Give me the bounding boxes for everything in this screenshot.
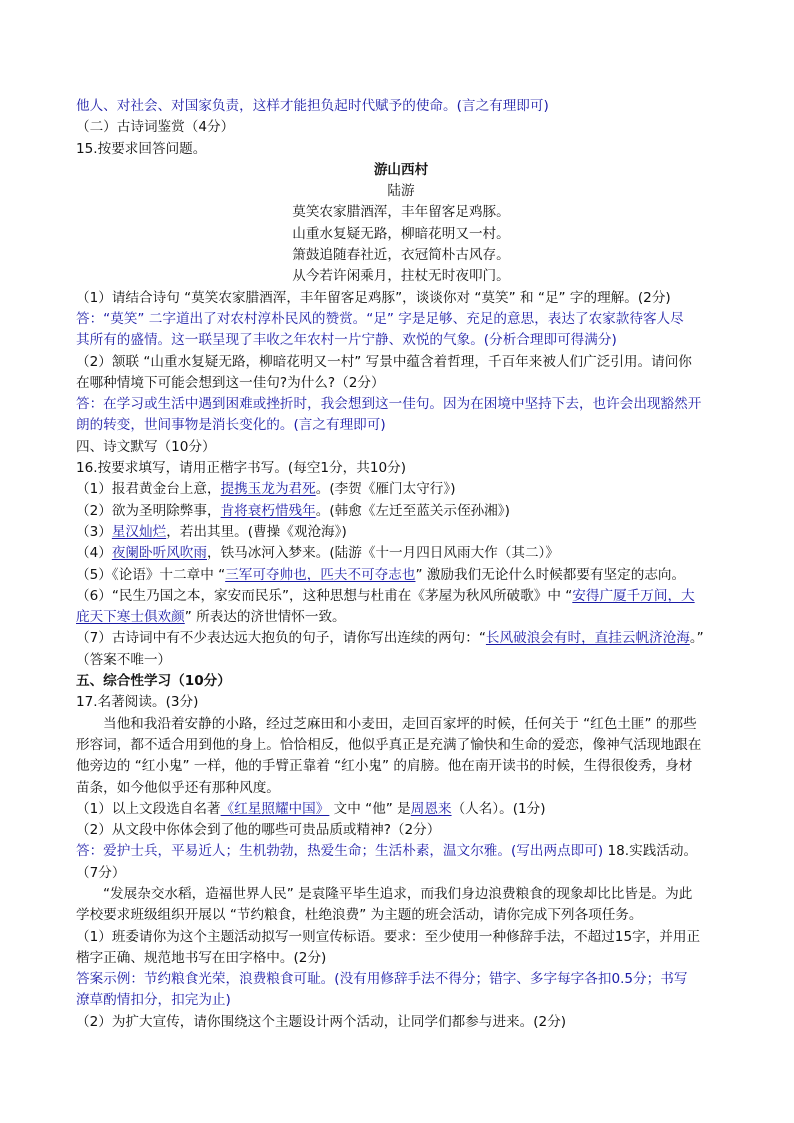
question-17: 17.名著阅读。(3分) [76, 694, 199, 711]
answer-15-1: 答：“莫笑” 二字道出了对农村淳朴民风的赞赏。“足” 字是足够、充足的意思，表达了农家款待客人尽 [76, 310, 684, 327]
item-text: ，铁马冰河入梦来。(陆游《十一月四日风雨大作（其二）》 [207, 545, 559, 562]
answer-17-2 [76, 841, 726, 862]
fill-answer: 星汉灿烂 [111, 523, 167, 540]
fill-answer: 《红星照耀中国》 [220, 800, 330, 817]
answer-15-1-cont: 其所有的盛情。这一联呈现了丰收之年农村一片宁静、欢悦的气象。(分析合理即可得满分) [76, 332, 617, 349]
answer-line: 他人、对社会、对国家负责，这样才能担负起时代赋予的使命。(言之有理即可) [76, 98, 549, 114]
question-16: 16.按要求填写，请用正楷字书写。(每空1分，共10分) [76, 460, 407, 477]
answer-note: （答案不唯一） [76, 651, 172, 668]
fill-answer: 夜阑卧听风吹雨 [111, 545, 207, 562]
question-15-2-cont: 在哪种情境下可能会想到这一佳句?为什么?（2分） [76, 374, 385, 391]
question-18-1: （1）班委请你为这个主题活动拟写一则宣传标语。要求：至少使用一种修辞手法，不超过15字，并用正 [76, 928, 701, 945]
poem-line: 山重水复疑无路，柳暗花明又一村。 [292, 225, 510, 242]
fill-answer: 肯将衰朽惜残年 [220, 502, 316, 519]
fill-answer: 周恩来 [410, 800, 452, 817]
item-text: （3） [76, 523, 112, 540]
answer-18-1-cont: 潦草酌情扣分，扣完为止) [76, 992, 231, 1009]
fill-item-6-cont [76, 607, 726, 628]
poem-line: 箫鼓追随春社近，衣冠简朴古风存。 [292, 247, 510, 264]
exam-page [76, 96, 726, 1033]
question-15-2: （2）颔联 “山重水复疑无路，柳暗花明又一村” 写景中蕴含着哲理，千百年来被人们广泛引用。请问你 [76, 353, 692, 370]
section-heading: 四、诗文默写（10分） [76, 438, 216, 455]
reading-passage: 他旁边的 “红小鬼” 一样，他的手臂正靠着 “红小鬼” 的肩膀。他在南开读书的时候，生得很俊秀，身材 [76, 758, 693, 775]
poem-author: 陆游 [387, 183, 415, 200]
item-text: 文中 “他” 是 [329, 800, 411, 817]
fill-answer: 提携玉龙为君死 [220, 481, 316, 498]
item-text: ” 激励我们无论什么时候都要有坚定的志向。 [415, 566, 686, 583]
question-18-score: （7分） [76, 864, 126, 881]
fill-answer: 长风破浪会有时，直挂云帆济沧海 [485, 630, 690, 647]
answer-15-2-cont: 朗的转变，世间事物是消长变化的。(言之有理即可) [76, 417, 386, 434]
fill-item-3 [76, 522, 726, 543]
question-17-1 [76, 799, 726, 820]
question-18: 18.实践活动。 [603, 843, 698, 860]
item-text: （2）欲为圣明除弊事， [76, 502, 221, 519]
item-text: （5）《论语》十二章中 “ [76, 566, 226, 583]
reading-passage: 形容词，都不适合用到他的身上。恰恰相反，他似乎真正是充满了愉快和生命的爱恋，像神气活现地跟在 [76, 736, 702, 753]
poem-line: 从今若许闲乘月，拄杖无时夜叩门。 [292, 268, 510, 285]
fill-item-7 [76, 628, 726, 649]
item-text: （1）报君黄金台上意， [76, 481, 221, 498]
item-text: ，若出其里。(曹操《观沧海》) [166, 523, 347, 540]
item-text: 。(李贺《雁门太守行》) [315, 481, 456, 498]
intro-text: “发展杂交水稻，造福世界人民” 是袁隆平毕生追求，而我们身边浪费粮食的现象却比比皆是。为此 [103, 885, 693, 902]
answer-18-1: 答案示例：节约粮食光荣，浪费粮食可耻。(没有用修辞手法不得分；错字、多字每字各扣0.5分；书写 [76, 971, 688, 988]
fill-item-2 [76, 501, 726, 522]
item-text: （4） [76, 545, 112, 562]
section-heading: 五、综合性学习（10分） [76, 673, 231, 690]
fill-item-4 [76, 543, 726, 564]
fill-answer: 安得广厦千万间，大 [572, 587, 695, 604]
answer-text: 答：爱护士兵，平易近人；生机勃勃，热爱生命；生活朴素，温文尔雅。(写出两点即可) [76, 843, 604, 860]
question-15: 15.按要求回答问题。 [76, 140, 207, 157]
item-text: ” 所表达的济世情怀一致。 [184, 609, 346, 626]
intro-text: 学校要求班级组织开展以 “节约粮食，杜绝浪费” 为主题的班会活动，请你完成下列各项任务。 [76, 907, 643, 924]
poem-line: 莫笑农家腊酒浑，丰年留客足鸡豚。 [292, 204, 510, 221]
fill-item-1 [76, 479, 726, 500]
poem-title: 游山西村 [373, 161, 429, 178]
section-heading: （二）古诗词鉴赏（4分） [76, 119, 235, 136]
reading-passage: 当他和我沿着安静的小路，经过芝麻田和小麦田，走回百家坪的时候，任何关于 “红色土匪” 的那些 [103, 715, 697, 732]
fill-item-5 [76, 565, 726, 586]
fill-answer: 庇天下寒士俱欢颜 [76, 609, 185, 626]
question-18-2: （2）为扩大宣传，请你围绕这个主题设计两个活动，让同学们都参与进来。(2分) [76, 1013, 567, 1030]
item-text: （人名）。(1分) [451, 800, 546, 817]
fill-item-6 [76, 586, 726, 607]
question-15-1: （1）请结合诗句 “莫笑农家腊酒浑，丰年留客足鸡豚”，谈谈你对 “莫笑” 和 “足” 字的理解。(2分) [76, 289, 671, 306]
question-17-2: （2）从文段中你体会到了他的哪些可贵品质或精神?（2分） [76, 822, 441, 839]
answer-15-2: 答：在学习或生活中遇到困难或挫折时，我会想到这一佳句。因为在困境中坚持下去，也许会出现豁然开 [76, 396, 702, 413]
item-text: 。” [689, 630, 704, 647]
item-text: （6）“民生乃国之本，家安而民乐”，这种思想与杜甫在《茅屋为秋风所破歌》中 “ [76, 587, 573, 604]
item-text: （7）古诗词中有不少表达远大抱负的句子，请你写出连续的两句：“ [76, 630, 486, 647]
item-text: 。(韩愈《左迁至蓝关示侄孙湘》) [315, 502, 510, 519]
reading-passage: 苗条，如今他似乎还有那种风度。 [76, 779, 280, 796]
question-18-1-cont: 楷字正确、规范地书写在田字格中。(2分) [76, 949, 327, 966]
item-text: （1）以上文段选自名著 [76, 800, 221, 817]
fill-answer: 三军可夺帅也，匹夫不可夺志也 [225, 566, 416, 583]
